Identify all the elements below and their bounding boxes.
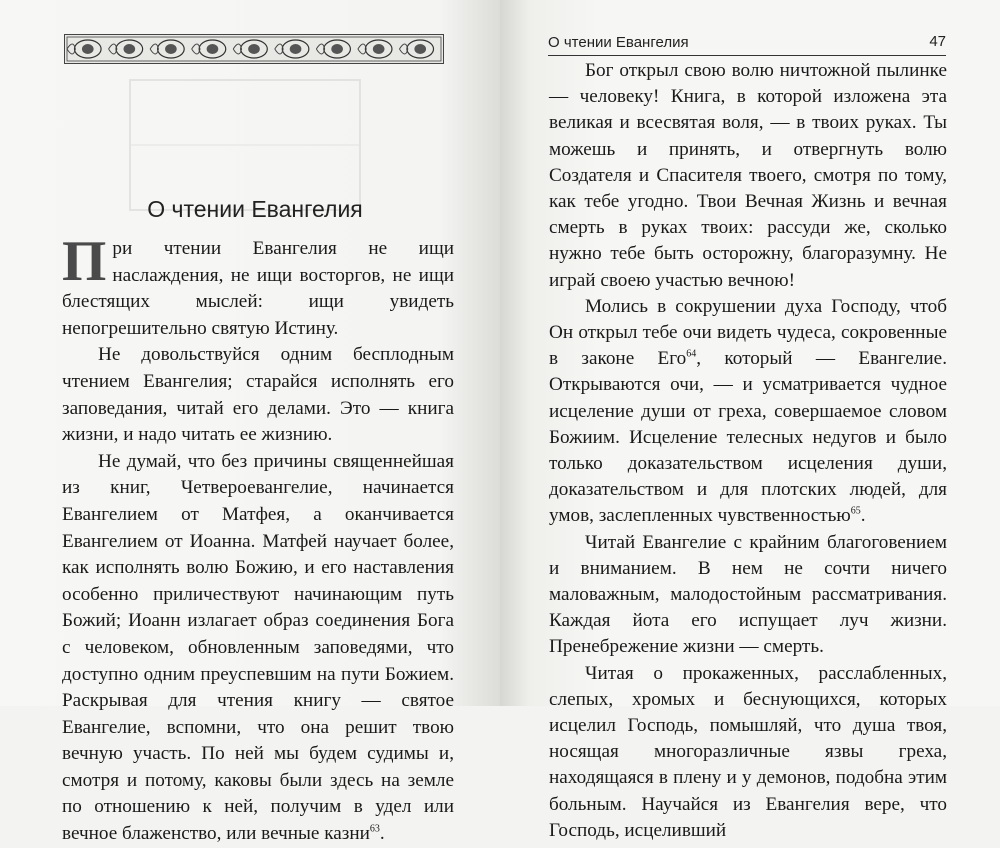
left-page [0,0,500,845]
page-number: 47 [929,33,946,50]
paragraph: Читай Евангелие с крайним благоговением и вниманием. В нем не сочти ничего маловажным, малодостойным рассматривания. Каждая йота его испущает луч жизни. Пренебрежение жизни — смерть. [549,531,947,658]
footnote-marker[interactable]: 64 [686,348,697,360]
running-head: О чтении Евангелия [548,34,689,51]
paragraph: Бог открыл свою волю ничтожной пылинке — человеку! Книга, в которой изложена эта великая и всесвятая воля, — в твоих руках. Ты можешь и принять, и отвергнуть волю Создателя и Спасителя твоего, смотря по тому, как тебе угодно. Твои Вечная Жизнь и вечная смерть в руках твоих: рассуди же, сколько нужно тебе быть осторожну, благоразумну. Не играй своею участью вечною! [549,60,947,291]
paragraph: Молись в сокрушении духа Господу, чтоб Он открыл тебе очи видеть чудеса, сокровенные в законе Его$^{64}$, который — Евангелие. Открываются очи, — и усматривается чудное исцеление души от греха, совершаемое словом Божиим. Исцеление телесных недугов и было только доказательством исцеления души, доказательством и для плотских людей, для умов, заслепленных чувственностью$^{65}$. [549,295,947,527]
paragraph: Не довольствуйся одним бесплодным чтением Евангелия; старайся исполнять его заповедания, читай его делами. Это — книга жизни, и надо читать ее жизнию. [62,344,454,446]
footnote-marker[interactable]: 65 [850,506,861,518]
dropcap: П [62,230,107,293]
paragraph: Читая о прокаженных, расслабленных, слепых, хромых и беснующихся, которых исцелил Господь, помышляй, что душа твоя, носящая многоразличные язвы греха, находящаяся в плену и у демонов, подобна этим больным. Научайся из Евангелия вере, что Господь, исцеливший [549,662,947,841]
paragraph: При чтении Евангелия не ищи наслаждения, не ищи восторгов, не ищи блестящих мыслей: ищи увидеть непогрешительно святую Истину. [62,230,454,339]
right-page [500,0,1000,841]
header-divider [548,55,946,56]
paragraph: Не думай, что без причины священнейшая из книг, Четвероевангелие, начинается Евангелием от Матфея, а оканчивается Евангелием от Иоанна. Матфей научает более, как исполнять волю Божию, и его наставления особенно приличествуют начинающим путь Божий; Иоанн излагает образ соединения Бога с человеком, обновленным заповедями, что доступно одним преуспевшим на пути Божием. Раскрывая для чтения книгу — святое Евангелие, вспомни, что она решит твою вечную участь. По ней мы будем судимы и, смотря и потому, каковы были здесь на земле по отношению к ней, получим в удел или вечное блаженство, или вечные казни$^{63}$. [62,450,454,845]
left-body-text [62,230,454,848]
chapter-title: О чтении Евангелия [147,196,363,222]
right-body-text [549,58,947,844]
footnote-marker[interactable]: 63 [369,823,380,835]
decorative-floral-band-icon [64,34,444,64]
